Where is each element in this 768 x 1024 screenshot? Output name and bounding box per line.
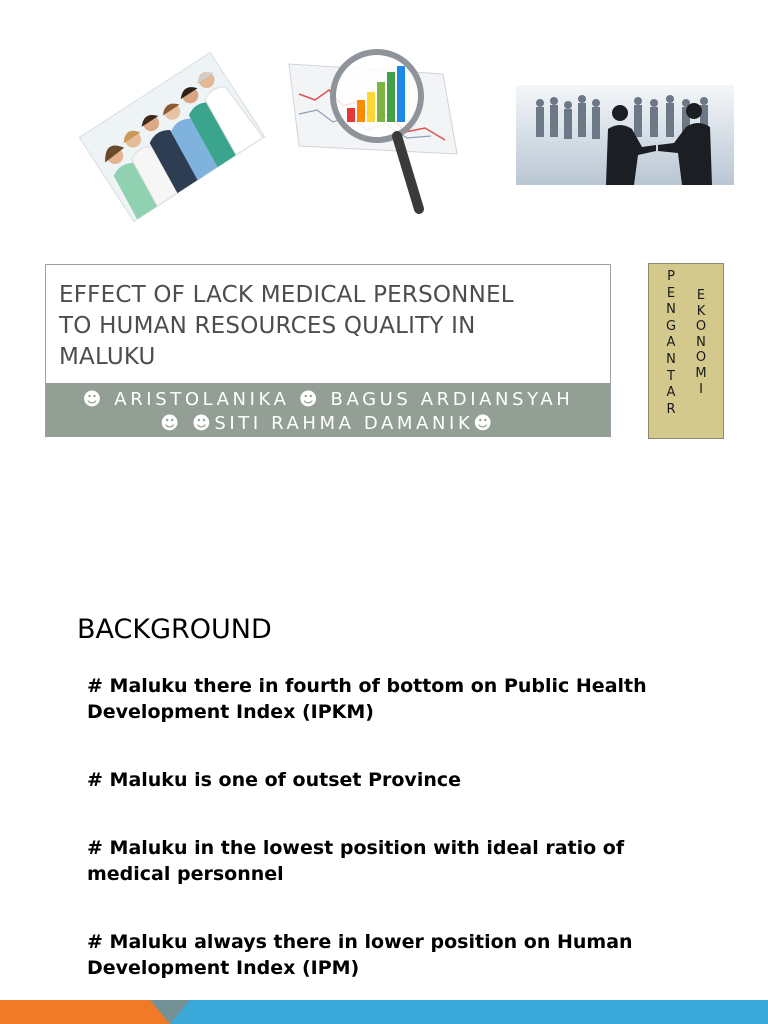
background-heading: BACKGROUND [77, 614, 272, 645]
medical-team-photo-icon [76, 42, 268, 232]
slide-title [59, 280, 599, 373]
background-item-4: # Maluku always there in lower position on Human Development Index (IPM) [87, 931, 633, 979]
bottom-accent-bar [0, 1000, 768, 1024]
authors-line-2: ☻ ☻SITI RAHMA DAMANIK☻ [160, 413, 496, 434]
course-word-ekonomi: E K O N O M I [695, 288, 707, 397]
background-item-3: # Maluku in the lowest position with ideal ratio of medical personnel [87, 837, 625, 885]
magnifier-chart-illustration-icon [285, 44, 463, 219]
course-label [648, 263, 724, 439]
title-line-2: TO HUMAN RESOURCES QUALITY IN [59, 313, 476, 339]
background-item-1: # Maluku there in fourth of bottom on Public Health Development Index (IPKM) [87, 675, 647, 723]
business-handshake-silhouette-icon [516, 85, 734, 185]
background-item-2: # Maluku is one of outset Province [87, 769, 462, 791]
course-word-pengantar: P E N G A N T A R [665, 269, 677, 417]
title-line-3: MALUKU [59, 344, 156, 370]
authors-band [46, 383, 610, 437]
authors-line-1: ☻ ARISTOLANIKA ☻ BAGUS ARDIANSYAH [82, 389, 574, 410]
title-line-1: EFFECT OF LACK MEDICAL PERSONNEL [59, 282, 514, 308]
title-box [45, 264, 611, 437]
